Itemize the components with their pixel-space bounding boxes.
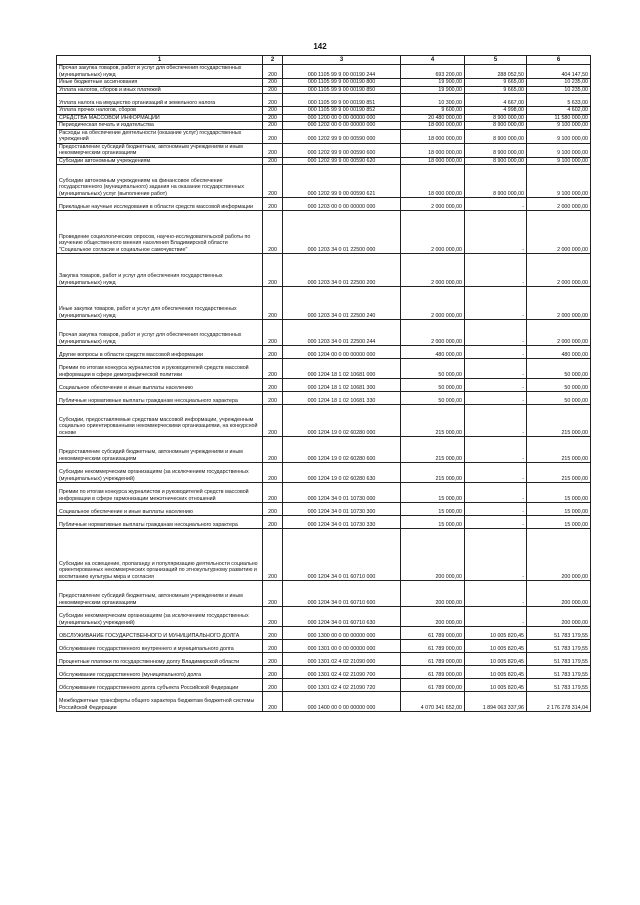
row-approved-cell: 693 200,00 — [401, 65, 465, 79]
row-classifier-cell: 000 1301 02 4 02 21090 720 — [283, 679, 401, 692]
row-classifier-cell: 000 1203 00 0 00 00000 000 — [283, 198, 401, 211]
table-row — [57, 679, 591, 692]
row-approved-cell: 18 000 000,00 — [401, 165, 465, 198]
row-classifier-cell: 000 1300 00 0 00 00000 000 — [283, 627, 401, 640]
row-executed-cell: 10 005 820,45 — [465, 666, 527, 679]
table-row — [57, 122, 591, 130]
row-executed-cell: 10 005 820,45 — [465, 679, 527, 692]
column-header: 3 — [283, 56, 401, 65]
row-classifier-cell: 000 1203 34 0 01 22500 000 — [283, 211, 401, 254]
row-classifier-cell: 000 1204 18 1 02 10681 300 — [283, 379, 401, 392]
table-row — [57, 86, 591, 94]
row-remaining-cell: 2 000 000,00 — [527, 211, 591, 254]
row-remaining-cell: 50 000,00 — [527, 392, 591, 405]
row-executed-cell: - — [465, 503, 527, 516]
row-executed-cell: - — [465, 392, 527, 405]
row-remaining-cell: 2 000 000,00 — [527, 320, 591, 346]
row-executed-cell: 9 665,00 — [465, 79, 527, 87]
row-approved-cell: 15 000,00 — [401, 516, 465, 529]
row-name-cell: Социальное обеспечение и иные выплаты населению — [57, 503, 263, 516]
row-remaining-cell: 9 100 000,00 — [527, 129, 591, 143]
row-remaining-cell: 4 602,00 — [527, 107, 591, 115]
row-remaining-cell: 9 100 000,00 — [527, 143, 591, 157]
row-code-cell: 200 — [263, 157, 283, 165]
row-remaining-cell: 51 783 179,55 — [527, 666, 591, 679]
table-row — [57, 198, 591, 211]
page-number: 142 — [313, 42, 327, 51]
table-row — [57, 65, 591, 79]
row-executed-cell: 4 998,00 — [465, 107, 527, 115]
row-classifier-cell: 000 1203 34 0 01 22500 200 — [283, 254, 401, 287]
row-approved-cell: 61 789 000,00 — [401, 653, 465, 666]
row-approved-cell: 15 000,00 — [401, 483, 465, 503]
table-row — [57, 607, 591, 627]
table-row — [57, 627, 591, 640]
row-code-cell: 200 — [263, 346, 283, 359]
row-remaining-cell: 9 100 000,00 — [527, 122, 591, 130]
row-approved-cell: 200 000,00 — [401, 581, 465, 607]
row-approved-cell: 215 000,00 — [401, 463, 465, 483]
row-code-cell: 200 — [263, 692, 283, 712]
table-row — [57, 581, 591, 607]
row-name-cell: Проведение социологических опросов, научно-исследовательской работы по изучению общественного мнения населения Владимирской области "Социальное согласие и социальное самочувствие" — [57, 211, 263, 254]
row-name-cell: Субсидии некоммерческим организациям (за исключением государственных (муниципальных) учреждений) — [57, 607, 263, 627]
row-approved-cell: 10 300,00 — [401, 94, 465, 107]
table-row — [57, 405, 591, 437]
row-name-cell: Прикладные научные исследования в области средств массовой информации — [57, 198, 263, 211]
table-row — [57, 114, 591, 122]
row-approved-cell: 61 789 000,00 — [401, 640, 465, 653]
row-name-cell: Обслуживание государственного внутреннего и муниципального долга — [57, 640, 263, 653]
table-row — [57, 503, 591, 516]
row-approved-cell: 200 000,00 — [401, 529, 465, 581]
row-approved-cell: 19 900,00 — [401, 86, 465, 94]
row-remaining-cell: 50 000,00 — [527, 379, 591, 392]
row-code-cell: 200 — [263, 122, 283, 130]
row-code-cell: 200 — [263, 320, 283, 346]
row-name-cell: Субсидии автономным учреждениям на финансовое обеспечение государственного (муниципального) задания на оказание государственных (муниципальных) услуг (выполнение работ) — [57, 165, 263, 198]
row-classifier-cell: 000 1301 02 4 02 21090 700 — [283, 666, 401, 679]
row-approved-cell: 2 000 000,00 — [401, 254, 465, 287]
row-code-cell: 200 — [263, 211, 283, 254]
row-code-cell: 200 — [263, 392, 283, 405]
row-remaining-cell: 9 100 000,00 — [527, 157, 591, 165]
budget-table — [56, 55, 591, 712]
row-name-cell: Межбюджетные трансферты общего характера бюджетам бюджетной системы Российской Федерации — [57, 692, 263, 712]
row-code-cell: 200 — [263, 666, 283, 679]
row-executed-cell: 10 005 820,45 — [465, 627, 527, 640]
row-classifier-cell: 000 1400 00 0 00 00000 000 — [283, 692, 401, 712]
row-code-cell: 200 — [263, 107, 283, 115]
row-executed-cell: - — [465, 607, 527, 627]
row-remaining-cell: 200 000,00 — [527, 529, 591, 581]
table-row — [57, 379, 591, 392]
row-name-cell: Уплата налогов, сборов и иных платежей — [57, 86, 263, 94]
table-row — [57, 666, 591, 679]
row-executed-cell: - — [465, 529, 527, 581]
row-remaining-cell: 200 000,00 — [527, 607, 591, 627]
row-code-cell: 200 — [263, 483, 283, 503]
row-name-cell: Другие вопросы в области средств массовой информации — [57, 346, 263, 359]
row-code-cell: 200 — [263, 463, 283, 483]
row-name-cell: Субсидии, предоставляемые средствам массовой информации, учрежденным социально ориентированными некоммерческими организациями, на конкурсной основе — [57, 405, 263, 437]
row-executed-cell: - — [465, 463, 527, 483]
row-classifier-cell: 000 1204 34 0 01 60710 000 — [283, 529, 401, 581]
row-remaining-cell: 15 000,00 — [527, 503, 591, 516]
row-remaining-cell: 50 000,00 — [527, 359, 591, 379]
row-code-cell: 200 — [263, 165, 283, 198]
row-name-cell: Субсидии на освещение, пропаганду и популяризацию деятельности социально ориентированных некоммерческих организаций по этнокультурному развитию и воспитанию культуры мира и согласия — [57, 529, 263, 581]
table-row — [57, 79, 591, 87]
row-code-cell: 200 — [263, 405, 283, 437]
row-name-cell: Расходы на обеспечение деятельности (оказание услуг) государственных учреждений — [57, 129, 263, 143]
table-row — [57, 359, 591, 379]
column-header: 4 — [401, 56, 465, 65]
row-approved-cell: 50 000,00 — [401, 379, 465, 392]
row-name-cell: ОБСЛУЖИВАНИЕ ГОСУДАРСТВЕННОГО И МУНИЦИПАЛЬНОГО ДОЛГА — [57, 627, 263, 640]
row-remaining-cell: 10 235,00 — [527, 86, 591, 94]
row-code-cell: 200 — [263, 287, 283, 320]
row-name-cell: Премии по итогам конкурса журналистов и руководителей средств массовой информации в сфере демографической политики — [57, 359, 263, 379]
row-name-cell: Субсидии некоммерческим организациям (за исключением государственных (муниципальных) учреждений) — [57, 463, 263, 483]
row-remaining-cell: 9 100 000,00 — [527, 165, 591, 198]
row-remaining-cell: 215 000,00 — [527, 463, 591, 483]
row-remaining-cell: 2 000 000,00 — [527, 198, 591, 211]
table-row — [57, 320, 591, 346]
row-executed-cell: - — [465, 437, 527, 463]
row-name-cell: Публичные нормативные выплаты гражданам несоциального характера — [57, 516, 263, 529]
column-header: 2 — [263, 56, 283, 65]
row-classifier-cell: 000 1301 00 0 00 00000 000 — [283, 640, 401, 653]
row-name-cell: Обслуживание государственного долга субъекта Российской Федерации — [57, 679, 263, 692]
row-classifier-cell: 000 1202 99 9 00 00590 000 — [283, 129, 401, 143]
row-classifier-cell: 000 1301 02 4 02 21090 000 — [283, 653, 401, 666]
row-remaining-cell: 5 633,00 — [527, 94, 591, 107]
table-row — [57, 483, 591, 503]
row-name-cell: Предоставление субсидий бюджетным, автономным учреждениям и иным некоммерческим организациям — [57, 581, 263, 607]
row-approved-cell: 2 000 000,00 — [401, 198, 465, 211]
row-approved-cell: 2 000 000,00 — [401, 287, 465, 320]
row-code-cell: 200 — [263, 198, 283, 211]
table-header-row — [57, 56, 591, 65]
row-executed-cell: 288 052,50 — [465, 65, 527, 79]
row-classifier-cell: 000 1202 99 9 00 00590 600 — [283, 143, 401, 157]
row-remaining-cell: 2 000 000,00 — [527, 287, 591, 320]
table-row — [57, 437, 591, 463]
row-name-cell: Уплата налога на имущество организаций и земельного налога — [57, 94, 263, 107]
row-name-cell: Публичные нормативные выплаты гражданам несоциального характера — [57, 392, 263, 405]
row-executed-cell: 10 005 820,45 — [465, 653, 527, 666]
row-classifier-cell: 000 1202 99 9 00 00590 621 — [283, 165, 401, 198]
row-code-cell: 200 — [263, 114, 283, 122]
row-remaining-cell: 2 176 278 314,04 — [527, 692, 591, 712]
row-approved-cell: 2 000 000,00 — [401, 211, 465, 254]
row-executed-cell: - — [465, 581, 527, 607]
row-remaining-cell: 200 000,00 — [527, 581, 591, 607]
row-executed-cell: - — [465, 287, 527, 320]
row-name-cell: СРЕДСТВА МАССОВОЙ ИНФОРМАЦИИ — [57, 114, 263, 122]
row-name-cell: Предоставление субсидий бюджетным, автономным учреждениям и иным некоммерческим организациям — [57, 143, 263, 157]
row-classifier-cell: 000 1105 99 9 00 00190 244 — [283, 65, 401, 79]
row-code-cell: 200 — [263, 679, 283, 692]
row-name-cell: Обслуживание государственного (муниципального) долга — [57, 666, 263, 679]
row-code-cell: 200 — [263, 516, 283, 529]
row-remaining-cell: 10 235,00 — [527, 79, 591, 87]
row-approved-cell: 50 000,00 — [401, 359, 465, 379]
row-remaining-cell: 480 000,00 — [527, 346, 591, 359]
row-classifier-cell: 000 1202 00 0 00 00000 000 — [283, 122, 401, 130]
row-approved-cell: 9 600,00 — [401, 107, 465, 115]
row-executed-cell: 8 900 000,00 — [465, 114, 527, 122]
row-executed-cell: 9 665,00 — [465, 86, 527, 94]
row-remaining-cell: 15 000,00 — [527, 483, 591, 503]
row-approved-cell: 2 000 000,00 — [401, 320, 465, 346]
table-row — [57, 392, 591, 405]
row-approved-cell: 4 070 341 652,00 — [401, 692, 465, 712]
table-row — [57, 165, 591, 198]
row-code-cell: 200 — [263, 143, 283, 157]
row-executed-cell: - — [465, 211, 527, 254]
row-remaining-cell: 15 000,00 — [527, 516, 591, 529]
table-row — [57, 211, 591, 254]
row-approved-cell: 18 000 000,00 — [401, 122, 465, 130]
row-classifier-cell: 000 1204 19 0 02 60280 630 — [283, 463, 401, 483]
row-classifier-cell: 000 1202 99 9 00 00590 620 — [283, 157, 401, 165]
row-classifier-cell: 000 1204 34 0 01 60710 630 — [283, 607, 401, 627]
row-executed-cell: - — [465, 483, 527, 503]
row-remaining-cell: 404 147,50 — [527, 65, 591, 79]
row-remaining-cell: 2 000 000,00 — [527, 254, 591, 287]
row-classifier-cell: 000 1105 99 9 00 00190 850 — [283, 86, 401, 94]
row-classifier-cell: 000 1204 19 0 02 60280 600 — [283, 437, 401, 463]
row-executed-cell: 8 900 000,00 — [465, 122, 527, 130]
row-approved-cell: 18 000 000,00 — [401, 157, 465, 165]
table-row — [57, 107, 591, 115]
row-code-cell: 200 — [263, 359, 283, 379]
row-executed-cell: - — [465, 346, 527, 359]
table-row — [57, 94, 591, 107]
row-executed-cell: 10 005 820,45 — [465, 640, 527, 653]
row-name-cell: Иные закупки товаров, работ и услуг для обеспечения государственных (муниципальных) нужд — [57, 287, 263, 320]
row-code-cell: 200 — [263, 129, 283, 143]
row-classifier-cell: 000 1204 00 0 00 00000 000 — [283, 346, 401, 359]
row-executed-cell: - — [465, 254, 527, 287]
row-code-cell: 200 — [263, 653, 283, 666]
row-approved-cell: 50 000,00 — [401, 392, 465, 405]
row-code-cell: 200 — [263, 503, 283, 516]
row-name-cell: Премии по итогам конкурса журналистов и руководителей средств массовой информации в сфере гармонизации межэтнических отношений — [57, 483, 263, 503]
table-row — [57, 692, 591, 712]
row-code-cell: 200 — [263, 254, 283, 287]
table-row — [57, 529, 591, 581]
row-name-cell: Прочая закупка товаров, работ и услуг для обеспечения государственных (муниципальных) нужд — [57, 65, 263, 79]
row-approved-cell: 480 000,00 — [401, 346, 465, 359]
row-approved-cell: 200 000,00 — [401, 607, 465, 627]
row-remaining-cell: 215 000,00 — [527, 405, 591, 437]
row-classifier-cell: 000 1204 18 1 02 10681 330 — [283, 392, 401, 405]
row-classifier-cell: 000 1204 34 0 01 10730 330 — [283, 516, 401, 529]
table-row — [57, 143, 591, 157]
row-name-cell: Предоставление субсидий бюджетным, автономным учреждениям и иным некоммерческим организациям — [57, 437, 263, 463]
row-remaining-cell: 51 783 179,55 — [527, 679, 591, 692]
row-code-cell: 200 — [263, 79, 283, 87]
row-code-cell: 200 — [263, 640, 283, 653]
row-approved-cell: 61 789 000,00 — [401, 627, 465, 640]
row-approved-cell: 18 000 000,00 — [401, 129, 465, 143]
row-classifier-cell: 000 1105 99 9 00 00190 852 — [283, 107, 401, 115]
row-approved-cell: 19 900,00 — [401, 79, 465, 87]
table-row — [57, 129, 591, 143]
row-remaining-cell: 215 000,00 — [527, 437, 591, 463]
table-row — [57, 287, 591, 320]
row-name-cell: Иные бюджетные ассигнования — [57, 79, 263, 87]
column-header: 1 — [57, 56, 263, 65]
row-code-cell: 200 — [263, 379, 283, 392]
row-code-cell: 200 — [263, 607, 283, 627]
row-code-cell: 200 — [263, 65, 283, 79]
row-classifier-cell: 000 1200 00 0 00 00000 000 — [283, 114, 401, 122]
row-classifier-cell: 000 1204 19 0 02 60280 000 — [283, 405, 401, 437]
row-classifier-cell: 000 1204 18 1 02 10681 000 — [283, 359, 401, 379]
table-row — [57, 653, 591, 666]
row-classifier-cell: 000 1204 34 0 01 10730 000 — [283, 483, 401, 503]
row-name-cell: Периодическая печать и издательства — [57, 122, 263, 130]
row-approved-cell: 215 000,00 — [401, 437, 465, 463]
row-approved-cell: 215 000,00 — [401, 405, 465, 437]
row-name-cell: Закупка товаров, работ и услуг для обеспечения государственных (муниципальных) нужд — [57, 254, 263, 287]
row-approved-cell: 20 480 000,00 — [401, 114, 465, 122]
column-header: 5 — [465, 56, 527, 65]
row-executed-cell: - — [465, 516, 527, 529]
table-row — [57, 346, 591, 359]
row-executed-cell: 8 900 000,00 — [465, 165, 527, 198]
table-row — [57, 516, 591, 529]
row-approved-cell: 15 000,00 — [401, 503, 465, 516]
row-name-cell: Субсидии автономным учреждениям — [57, 157, 263, 165]
row-approved-cell: 18 000 000,00 — [401, 143, 465, 157]
row-classifier-cell: 000 1203 34 0 01 22500 244 — [283, 320, 401, 346]
row-remaining-cell: 11 580 000,00 — [527, 114, 591, 122]
row-executed-cell: 8 900 000,00 — [465, 143, 527, 157]
row-name-cell: Социальное обеспечение и иные выплаты населению — [57, 379, 263, 392]
budget-table-body — [57, 56, 591, 712]
row-executed-cell: - — [465, 405, 527, 437]
row-executed-cell: - — [465, 359, 527, 379]
table-row — [57, 463, 591, 483]
row-executed-cell: - — [465, 320, 527, 346]
row-name-cell: Прочая закупка товаров, работ и услуг для обеспечения государственных (муниципальных) нужд — [57, 320, 263, 346]
row-code-cell: 200 — [263, 627, 283, 640]
table-row — [57, 254, 591, 287]
row-approved-cell: 61 789 000,00 — [401, 666, 465, 679]
row-executed-cell: - — [465, 198, 527, 211]
row-executed-cell: 1 894 063 337,96 — [465, 692, 527, 712]
row-executed-cell: - — [465, 379, 527, 392]
row-code-cell: 200 — [263, 86, 283, 94]
row-remaining-cell: 51 783 179,55 — [527, 627, 591, 640]
row-name-cell: Уплата прочих налогов, сборов — [57, 107, 263, 115]
row-code-cell: 200 — [263, 94, 283, 107]
row-executed-cell: 8 900 000,00 — [465, 129, 527, 143]
table-row — [57, 640, 591, 653]
row-remaining-cell: 51 783 179,55 — [527, 640, 591, 653]
row-classifier-cell: 000 1203 34 0 01 22500 240 — [283, 287, 401, 320]
row-code-cell: 200 — [263, 581, 283, 607]
row-classifier-cell: 000 1105 99 9 00 00190 800 — [283, 79, 401, 87]
row-name-cell: Процентные платежи по государственному долгу Владимирской области — [57, 653, 263, 666]
row-classifier-cell: 000 1105 99 9 00 00190 851 — [283, 94, 401, 107]
row-executed-cell: 8 900 000,00 — [465, 157, 527, 165]
row-classifier-cell: 000 1204 34 0 01 60710 600 — [283, 581, 401, 607]
row-remaining-cell: 51 783 179,55 — [527, 653, 591, 666]
row-executed-cell: 4 667,00 — [465, 94, 527, 107]
row-code-cell: 200 — [263, 437, 283, 463]
row-code-cell: 200 — [263, 529, 283, 581]
row-approved-cell: 61 789 000,00 — [401, 679, 465, 692]
column-header: 6 — [527, 56, 591, 65]
table-row — [57, 157, 591, 165]
row-classifier-cell: 000 1204 34 0 01 10730 300 — [283, 503, 401, 516]
